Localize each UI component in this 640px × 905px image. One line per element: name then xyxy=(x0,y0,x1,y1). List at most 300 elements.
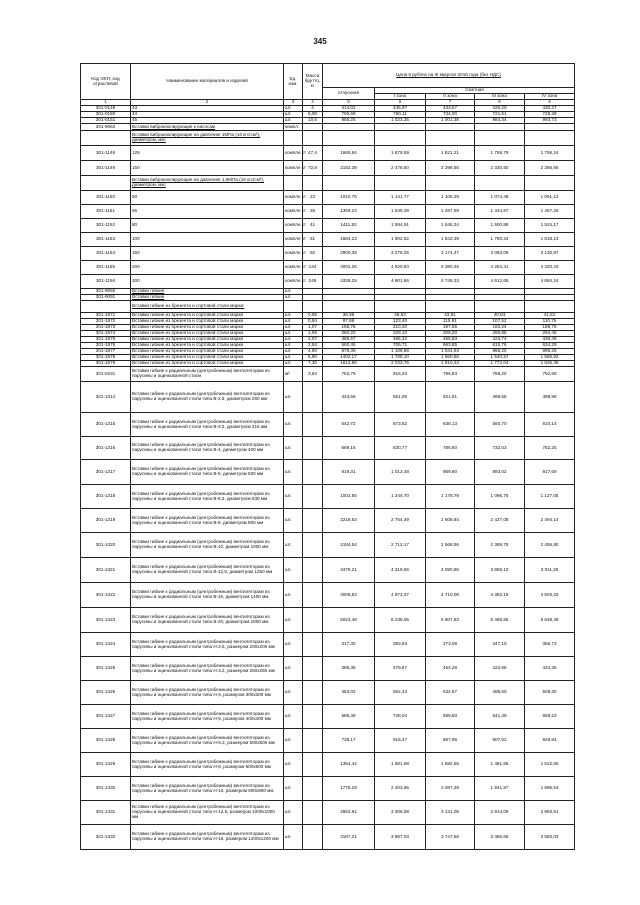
cell-code: 301-0231 xyxy=(81,367,131,382)
cell-unit: шт. xyxy=(284,361,303,367)
cell-otpusknaya: 2184,54 xyxy=(323,533,375,558)
cell-name: 125 xyxy=(131,146,284,161)
cell-zone-2: 1 041,64 xyxy=(426,349,475,355)
table-row xyxy=(81,460,575,485)
cell-zone-1: 1 768,10 xyxy=(375,355,426,361)
table-row xyxy=(81,485,575,509)
table-row xyxy=(81,633,575,657)
cell-zone-2: 4 380,46 xyxy=(426,261,475,275)
cell-zone-1: 1 681,58 xyxy=(375,753,426,777)
header-zone-1: I зона xyxy=(375,94,426,100)
cell-mass: 134 xyxy=(303,261,323,275)
cell-code: 301-1327 xyxy=(81,705,131,729)
cell-code: 301-1873 xyxy=(81,325,131,331)
cell-code: 301-1330 xyxy=(81,777,131,801)
cell-code: 301-1321 xyxy=(81,558,131,583)
cell-name: Вставки гибкие xyxy=(131,295,284,301)
cell-name: Вставки гибкие к радиальным (центробежным) вентиляторам из парусины и оцинкованной стали типа Н-8, размером 600x600 мм xyxy=(131,753,284,777)
cell-code: 301-1320 xyxy=(81,533,131,558)
table-row xyxy=(81,191,575,205)
cell-mass xyxy=(303,124,323,131)
cell-otpusknaya: 414,02 xyxy=(323,106,375,112)
cell-zone-4: 2 494,14 xyxy=(525,509,575,533)
cell-zone-4: 3 583,03 xyxy=(525,825,575,850)
cell-unit: шт. xyxy=(284,331,303,337)
cell-code xyxy=(81,301,131,313)
cell-otpusknaya xyxy=(323,124,375,131)
cell-unit: шт. xyxy=(284,583,303,608)
cell-code xyxy=(81,176,131,191)
cell-code: 301-1879 xyxy=(81,361,131,367)
table-row xyxy=(81,275,575,289)
cell-name: Вставки гибкие к радиальным (центробежным) вентиляторам из парусины и оцинкованной стали типа Н-4, размером 300x300 мм xyxy=(131,681,284,705)
cell-name: Вставки гибкие из брезента и сортовой стали марки xyxy=(131,349,284,355)
header-mass: Масса брутто, кг xyxy=(303,64,323,100)
cell-mass: 0,58 xyxy=(303,313,323,319)
cell-zone-2: 786,60 xyxy=(426,437,475,460)
cell-code: 301-9092 xyxy=(81,289,131,295)
cell-zone-2: 796,83 xyxy=(426,367,475,382)
cell-code: 301-1323 xyxy=(81,608,131,633)
cell-name: 65 xyxy=(131,205,284,219)
cell-otpusknaya: 2662,91 xyxy=(323,801,375,825)
cell-unit: шт. xyxy=(284,382,303,413)
cell-mass xyxy=(303,608,323,633)
cell-zone-3: 107,52 xyxy=(475,319,525,325)
cell-code: 301-0151 xyxy=(81,118,131,124)
cell-zone-4 xyxy=(525,131,575,146)
cell-zone-3: 641,49 xyxy=(475,705,525,729)
cell-zone-3: 1 444,87 xyxy=(475,205,525,219)
table-row xyxy=(81,233,575,247)
table-row xyxy=(81,261,575,275)
cell-zone-1: 1 108,88 xyxy=(375,349,426,355)
cell-name: Вставки гибкие к радиальным (центробежным) вентиляторам из парусины и оцинкованной стали типа Н-2,5, размером 200x200 мм xyxy=(131,633,284,657)
cell-name: Вставки гибкие к радиальным (центробежным) вентиляторам из парусины и оцинкованной стали типа Н-5, размером 400x400 мм xyxy=(131,705,284,729)
cell-zone-1: 1 244,70 xyxy=(375,485,426,509)
cell-unit: шт. xyxy=(284,777,303,801)
cell-unit: шт. xyxy=(284,112,303,118)
table-body xyxy=(81,106,575,850)
cell-zone-4: 1 586,92 xyxy=(525,355,575,361)
cell-zone-3: 788,20 xyxy=(475,367,525,382)
cell-zone-4: 430,27 xyxy=(525,106,575,112)
table-row xyxy=(81,681,575,705)
cell-code: 301-1148 xyxy=(81,146,131,161)
cell-zone-1: 2 203,96 xyxy=(375,777,426,801)
cell-name: 50 xyxy=(131,191,284,205)
cell-otpusknaya: 97,86 xyxy=(323,319,375,325)
cell-zone-4: 4 684,24 xyxy=(525,275,575,289)
cell-name: Вставки виброизолирующие на давление 1,6МПа (16 кгс/см²), диаметром, мм: xyxy=(131,176,284,191)
cell-zone-3: 40,83 xyxy=(475,313,525,319)
cell-unit: шт. xyxy=(284,437,303,460)
cell-zone-4 xyxy=(525,176,575,191)
cell-zone-2: 3 131,08 xyxy=(426,801,475,825)
cell-otpusknaya: 560,45 xyxy=(323,343,375,349)
cell-zone-2 xyxy=(426,131,475,146)
cell-unit: компле кт xyxy=(284,205,303,219)
cell-zone-3: 2 389,78 xyxy=(475,533,525,558)
cell-zone-2: 521,91 xyxy=(426,382,475,413)
cell-mass xyxy=(303,413,323,437)
cell-zone-4: 792,68 xyxy=(525,367,575,382)
table-row xyxy=(81,413,575,437)
cell-otpusknaya: 443,66 xyxy=(323,382,375,413)
cell-zone-3: 615,76 xyxy=(475,343,525,349)
cell-zone-1: 3 957,03 xyxy=(375,825,426,850)
cell-zone-3: 1 941,97 xyxy=(475,777,525,801)
cell-zone-2: 3 174,47 xyxy=(426,247,475,261)
cell-zone-2: 689,50 xyxy=(426,705,475,729)
cell-code: 301-1150 xyxy=(81,191,131,205)
cell-zone-1: 706,71 xyxy=(375,343,426,349)
cell-otpusknaya: 1411,92 xyxy=(323,219,375,233)
header-zone-4: IV зона xyxy=(525,94,575,100)
cell-unit: шт. xyxy=(284,681,303,705)
cell-code: 301-1325 xyxy=(81,657,131,681)
table-row xyxy=(81,657,575,681)
cell-code: 301-0149 xyxy=(81,106,131,112)
cell-name: Вставки гибкие из брезента и сортовой стали марки xyxy=(131,337,284,343)
cell-zone-4: 1 995,64 xyxy=(525,777,575,801)
cell-zone-4: 993,73 xyxy=(525,118,575,124)
cell-unit: шт. xyxy=(284,355,303,361)
cell-otpusknaya: 956,25 xyxy=(323,118,375,124)
cell-name: 150 xyxy=(131,247,284,261)
cell-unit: шт. xyxy=(284,289,303,295)
cell-mass xyxy=(303,460,323,485)
table-row xyxy=(81,161,575,176)
cell-unit: шт. xyxy=(284,325,303,331)
cell-otpusknaya: 4005,83 xyxy=(323,583,375,608)
cell-otpusknaya: 260,20 xyxy=(323,331,375,337)
cell-otpusknaya: 1359,24 xyxy=(323,205,375,219)
cell-name: 150 xyxy=(131,161,284,176)
cell-code: 301-1877 xyxy=(81,349,131,355)
cell-unit: шт. xyxy=(284,509,303,533)
cell-zone-3: 1 074,48 xyxy=(475,191,525,205)
cell-name: 44 xyxy=(131,112,284,118)
cell-mass: 249 xyxy=(303,275,323,289)
cell-unit: шт. xyxy=(284,608,303,633)
cell-code: 301-1878 xyxy=(81,355,131,361)
cell-name: Вставки гибкие к радиальным (центробежным) вентиляторам из парусины и оцинкованной стали типа В-16, диаметром 1400 мм xyxy=(131,583,284,608)
cell-zone-1: 6 238,06 xyxy=(375,608,426,633)
cell-zone-3: 5 496,55 xyxy=(475,608,525,633)
cell-mass xyxy=(303,382,323,413)
cell-otpusknaya: 2218,63 xyxy=(323,509,375,533)
cell-zone-4: 41,81 xyxy=(525,313,575,319)
cell-zone-1: 750,11 xyxy=(375,112,426,118)
cell-unit: шт. xyxy=(284,343,303,349)
cell-zone-3 xyxy=(475,301,525,313)
cell-name: Вставки гибкие из брезента и сортовой стали марки xyxy=(131,325,284,331)
cell-mass xyxy=(303,437,323,460)
cell-unit: шт. xyxy=(284,753,303,777)
cell-zone-2: 4 710,08 xyxy=(426,583,475,608)
table-row xyxy=(81,558,575,583)
cell-unit: шт. xyxy=(284,825,303,850)
col-number: 4 xyxy=(303,100,323,106)
cell-zone-2: 959,60 xyxy=(426,460,475,485)
cell-zone-3: 347,10 xyxy=(475,633,525,657)
cell-zone-3: 422,66 xyxy=(475,657,525,681)
header-code: Код ОКП, код отраслевой xyxy=(81,64,131,100)
table-row xyxy=(81,146,575,161)
cell-code: 301-1149 xyxy=(81,161,131,176)
cell-unit: компле кт xyxy=(284,219,303,233)
cell-code xyxy=(81,131,131,146)
cell-name: Вставки гибкие к радиальным (центробежным) вентиляторам из парусины и оцинкованной стали типа В-12,5, диаметром 1250 мм xyxy=(131,558,284,583)
cell-zone-3 xyxy=(475,176,525,191)
cell-zone-3 xyxy=(475,124,525,131)
cell-zone-3: 1 096,75 xyxy=(475,485,525,509)
cell-zone-2: 1 843,39 xyxy=(426,233,475,247)
cell-mass: 2,64 xyxy=(303,343,323,349)
cell-unit: шт. xyxy=(284,705,303,729)
cell-mass xyxy=(303,558,323,583)
header-zone-3: III зона xyxy=(475,94,525,100)
cell-mass xyxy=(303,777,323,801)
cell-name: Вставки гибкие из брезента и сортовой стали марки xyxy=(131,343,284,349)
cell-unit: шт. xyxy=(284,558,303,583)
cell-otpusknaya: 738,17 xyxy=(323,729,375,753)
cell-name: 100 xyxy=(131,233,284,247)
cell-code: 301-1331 xyxy=(81,801,131,825)
header-zone-2: II зона xyxy=(426,94,475,100)
cell-zone-1: 479,67 xyxy=(375,657,426,681)
cell-zone-1 xyxy=(375,131,426,146)
cell-otpusknaya: 816,31 xyxy=(323,460,375,485)
cell-otpusknaya: 1402,17 xyxy=(323,355,375,361)
table-row xyxy=(81,131,575,146)
cell-otpusknaya: 2182,39 xyxy=(323,161,375,176)
cell-zone-3: 2 913,09 xyxy=(475,801,525,825)
cell-zone-2: 2 608,84 xyxy=(426,509,475,533)
cell-zone-1: 673,62 xyxy=(375,413,426,437)
cell-zone-4: 110,75 xyxy=(525,319,575,325)
cell-otpusknaya xyxy=(323,301,375,313)
cell-code: 301-1329 xyxy=(81,753,131,777)
cell-zone-4: 356,73 xyxy=(525,633,575,657)
table-row xyxy=(81,301,575,313)
cell-unit: шт. xyxy=(284,533,303,558)
cell-zone-4: 659,23 xyxy=(525,705,575,729)
cell-zone-4: 829,84 xyxy=(525,729,575,753)
cell-otpusknaya: 1665,94 xyxy=(323,146,375,161)
cell-name: Вставки гибкие к радиальным (центробежным) вентиляторам из парусины и оцинкованной стали типа В-4, диаметром 400 мм xyxy=(131,437,284,460)
cell-zone-3: 495,56 xyxy=(475,382,525,413)
cell-zone-2: 115,91 xyxy=(426,319,475,325)
cell-mass: 2,07 xyxy=(303,337,323,343)
cell-zone-2: 2 087,28 xyxy=(426,777,475,801)
cell-zone-2: 4 749,33 xyxy=(426,275,475,289)
cell-otpusknaya xyxy=(323,131,375,146)
cell-name: 45 xyxy=(131,118,284,124)
cell-mass: 35 xyxy=(303,205,323,219)
cell-zone-2: 308,20 xyxy=(426,331,475,337)
cell-mass: 41 xyxy=(303,219,323,233)
cell-zone-4 xyxy=(525,301,575,313)
cell-zone-4: 4 503,33 xyxy=(525,583,575,608)
cell-zone-1: 4 319,56 xyxy=(375,558,426,583)
cell-zone-3: 1 772,04 xyxy=(475,361,525,367)
cell-zone-4: 188,76 xyxy=(525,325,575,331)
table-row xyxy=(81,437,575,460)
cell-code: 301-1874 xyxy=(81,331,131,337)
cell-zone-3: 807,52 xyxy=(475,729,525,753)
cell-otpusknaya: 3187,21 xyxy=(323,825,375,850)
cell-zone-3: 1 540,57 xyxy=(475,355,525,361)
cell-zone-2: 1 821,21 xyxy=(426,146,475,161)
cell-mass xyxy=(303,705,323,729)
cell-mass: 10,6 xyxy=(303,118,323,124)
cell-unit: компл. xyxy=(284,124,303,131)
cell-unit: шт. xyxy=(284,106,303,112)
cell-name: 80 xyxy=(131,219,284,233)
cell-otpusknaya: 879,39 xyxy=(323,349,375,355)
page-number: 345 xyxy=(313,37,327,46)
cell-zone-1: 46,63 xyxy=(375,313,426,319)
cell-zone-4: 509,30 xyxy=(525,681,575,705)
cell-zone-3: 495,60 xyxy=(475,681,525,705)
cell-otpusknaya: 1684,23 xyxy=(323,233,375,247)
table-row xyxy=(81,382,575,413)
cell-zone-1: 2 754,49 xyxy=(375,509,426,533)
cell-zone-1: 3 278,25 xyxy=(375,247,426,261)
cell-mass: 23 xyxy=(303,191,323,205)
cell-unit: шт. xyxy=(284,485,303,509)
cell-zone-3: 984,34 xyxy=(475,118,525,124)
cell-zone-1: 916,33 xyxy=(375,367,426,382)
cell-code: 301-1154 xyxy=(81,247,131,261)
cell-unit: шт. xyxy=(284,657,303,681)
cell-otpusknaya: 385,67 xyxy=(323,337,375,343)
cell-unit: шт. xyxy=(284,633,303,657)
cell-zone-4: 434,36 xyxy=(525,657,575,681)
cell-otpusknaya: 453,02 xyxy=(323,681,375,705)
cell-zone-2 xyxy=(426,124,475,131)
cell-zone-1: 1 013,48 xyxy=(375,460,426,485)
col-number: 8 xyxy=(475,100,525,106)
cell-zone-1: 916,47 xyxy=(375,729,426,753)
table-row xyxy=(81,219,575,233)
cell-zone-3: 732,03 xyxy=(475,437,525,460)
cell-zone-1: 486,32 xyxy=(375,337,426,343)
cell-zone-1: 562,43 xyxy=(375,681,426,705)
cell-code: 301-1151 xyxy=(81,205,131,219)
cell-code: 301-1153 xyxy=(81,233,131,247)
cell-zone-1: 1 594,91 xyxy=(375,219,426,233)
cell-zone-3: 3 486,65 xyxy=(475,825,525,850)
cell-zone-4: 2 993,61 xyxy=(525,801,575,825)
table-row xyxy=(81,729,575,753)
cell-zone-4: 752,25 xyxy=(525,437,575,460)
cell-zone-2: 867,96 xyxy=(426,729,475,753)
cell-name: Вставки гибкие к радиальным (центробежным) вентиляторам из парусины и оцинкованной стали xyxy=(131,367,284,382)
cell-otpusknaya: 2900,39 xyxy=(323,247,375,261)
col-number: 6 xyxy=(375,100,426,106)
cell-zone-3: 3 083,09 xyxy=(475,247,525,261)
cell-zone-3: 966,20 xyxy=(475,349,525,355)
cell-zone-3: 4 382,19 xyxy=(475,583,525,608)
cell-zone-3: 721,51 xyxy=(475,112,525,118)
cell-name: Вставки гибкие к радиальным (центробежным) вентиляторам из парусины и оцинкованной стали типа В-20, диаметром 1800 мм xyxy=(131,608,284,633)
cell-code: 301-1317 xyxy=(81,460,131,485)
cell-mass: 7,30 xyxy=(303,361,323,367)
cell-name: Вставки гибкие к радиальным (центробежным) вентиляторам из парусины и оцинкованной стали типа В-8, диаметром 800 мм xyxy=(131,509,284,533)
cell-unit: шт. xyxy=(284,118,303,124)
cell-mass xyxy=(303,825,323,850)
cell-code: 301-1155 xyxy=(81,261,131,275)
cell-zone-4: 294,48 xyxy=(525,331,575,337)
cell-name: Вставки гибкие к радиальным (центробежным) вентиляторам из парусины и оцинкованной стали типа В-6,3, диаметром 630 мм xyxy=(131,485,284,509)
cell-mass xyxy=(303,485,323,509)
cell-zone-1: 728,04 xyxy=(375,705,426,729)
cell-zone-1: 830,77 xyxy=(375,437,426,460)
header-price-title: Цена в рублях на III квартал 2016 года (без НДС) xyxy=(323,64,575,88)
cell-zone-1: 210,30 xyxy=(375,325,426,331)
col-number: 7 xyxy=(426,100,475,106)
cell-name: Вставки гибкие к радиальным (центробежным) вентиляторам из парусины и оцинкованной стали типа В-2,5, диаметром 250 мм xyxy=(131,382,284,413)
cell-name: Вставки гибкие xyxy=(131,289,284,295)
cell-name: Вставки гибкие из брезента и сортовой стали марки xyxy=(131,313,284,319)
cell-mass xyxy=(303,533,323,558)
table-row xyxy=(81,825,575,850)
cell-mass: 47,4 xyxy=(303,146,323,161)
cell-otpusknaya: 1612,86 xyxy=(323,361,375,367)
cell-name: Вставки гибкие к радиальным (центробежным) вентиляторам из парусины и оцинкованной стали типа Н-6,3, размером 500x500 мм xyxy=(131,729,284,753)
cell-zone-4: 436,49 xyxy=(525,337,575,343)
cell-code: 301-1876 xyxy=(81,343,131,349)
price-table xyxy=(80,63,575,850)
cell-name: 300 xyxy=(131,275,284,289)
cell-zone-3: 4 612,65 xyxy=(475,275,525,289)
col-number: 5 xyxy=(323,100,375,106)
cell-mass xyxy=(303,729,323,753)
cell-zone-2: 532,67 xyxy=(426,681,475,705)
cell-otpusknaya: 669,15 xyxy=(323,437,375,460)
cell-zone-2: 663,85 xyxy=(426,343,475,349)
cell-zone-2: 3 747,56 xyxy=(426,825,475,850)
cell-name: 200 xyxy=(131,261,284,275)
cell-mass xyxy=(303,657,323,681)
cell-otpusknaya: 166,78 xyxy=(323,325,375,331)
cell-name: Вставки гибкие к радиальным (центробежным) вентиляторам из парусины и оцинкованной стали типа Н-12,5, размером 1000x1000 мм xyxy=(131,801,284,825)
cell-unit: компле кт xyxy=(284,247,303,261)
cell-zone-1 xyxy=(375,124,426,131)
cell-zone-1: 445,97 xyxy=(375,106,426,112)
cell-zone-4: 1 524,17 xyxy=(525,219,575,233)
cell-zone-2: 1 545,34 xyxy=(426,219,475,233)
cell-zone-1: 328,10 xyxy=(375,331,426,337)
cell-zone-4: 1 467,26 xyxy=(525,205,575,219)
cell-name: Вставки гибкие к радиальным (центробежным) вентиляторам из парусины и оцинкованной стали типа В-3,2, диаметром 315 мм xyxy=(131,413,284,437)
cell-unit: шт. xyxy=(284,337,303,343)
cell-code: 301-1319 xyxy=(81,509,131,533)
cell-unit xyxy=(284,301,303,313)
cell-name: Вставки гибкие к радиальным (центробежным) вентиляторам из парусины и оцинкованной стали типа Н-3,2, размером 250x250 мм xyxy=(131,657,284,681)
cell-otpusknaya: 36,95 xyxy=(323,313,375,319)
cell-unit: компле кт xyxy=(284,275,303,289)
cell-unit: шт. xyxy=(284,729,303,753)
cell-code: 301-1315 xyxy=(81,413,131,437)
cell-zone-3: 893,02 xyxy=(475,460,525,485)
cell-name: Вставки виброизолирующие к насосам xyxy=(131,124,284,131)
cell-otpusknaya: 5024,48 xyxy=(323,608,375,633)
cell-code: 301-1156 xyxy=(81,275,131,289)
